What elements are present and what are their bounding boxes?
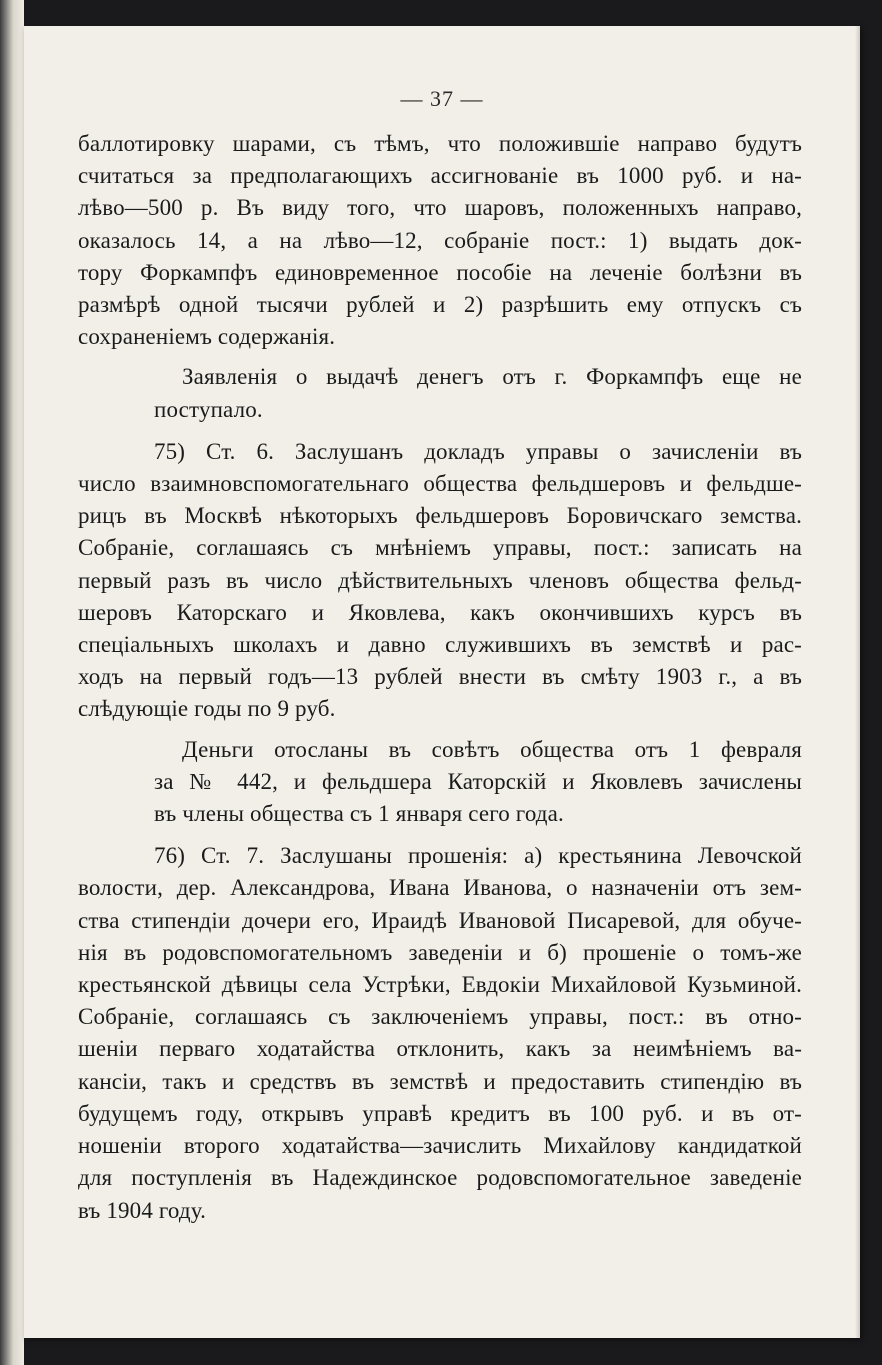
text-line: число взаимновспомогательнаго общества фельдшеровъ и фельдше- — [78, 471, 802, 497]
text-line: сохраненіемъ содержанія. — [78, 324, 336, 350]
text-line: за № 442, и фельдшера Каторскій и Яковлевъ зачислены — [154, 768, 802, 794]
body-text — [78, 128, 802, 1227]
text-line: шеніи перваго ходатайства отклонить, какъ за неимѣніемъ ва- — [78, 1036, 802, 1062]
text-line: ношеніи второго ходатайства—зачислить Михайлову кандидаткой — [78, 1133, 802, 1159]
text-line: нія въ родовспомогательномъ заведеніи и б) прошеніе о томъ-же — [78, 939, 802, 965]
text-line: слѣдующіе годы по 9 руб. — [78, 696, 336, 722]
text-line: въ 1904 году. — [78, 1197, 206, 1223]
text-line: ходъ на первый годъ—13 рублей внести въ смѣту 1903 г., а въ — [78, 664, 802, 690]
text-line: волости, дер. Александрова, Ивана Иванова, о назначеніи отъ зем- — [78, 875, 802, 901]
text-line: поступало. — [154, 396, 263, 422]
text-line: оказалось 14, а на лѣво—12, собраніе пост.: 1) выдать док- — [78, 227, 802, 253]
text-line: Собраніе, соглашаясь съ заключеніемъ управы, пост.: въ отно- — [78, 1004, 802, 1030]
text-line: баллотировку шарами, съ тѣмъ, что положившіе направо будутъ — [78, 131, 802, 156]
text-line: въ члены общества съ 1 января сего года. — [154, 801, 564, 827]
text-line: ства стипендіи дочери его, Ираидѣ Ивановой Писаревой, для обуче- — [78, 907, 802, 933]
text-line: тору Форкампфъ единовременное пособіе на леченіе болѣзни въ — [78, 259, 802, 285]
page-edge — [855, 26, 860, 1338]
text-line: спеціальныхъ школахъ и давно служившихъ въ земствѣ и рас- — [78, 632, 802, 658]
text-line: 76) Ст. 7. Заслушаны прошенія: а) крестьянина Левочской — [154, 843, 802, 869]
text-line: рицъ въ Москвѣ нѣкоторыхъ фельдшеровъ Боровичскаго земства. — [78, 503, 802, 529]
text-line: шеровъ Каторскаго и Яковлева, какъ окончившихъ курсъ въ — [78, 599, 802, 625]
text-line: для поступленія въ Надеждинское родовспомогательное заведеніе — [78, 1165, 802, 1191]
text-line: первый разъ въ число дѣйствительныхъ членовъ общества фельд- — [78, 567, 802, 593]
text-line: кансіи, такъ и средствъ въ земствѣ и предоставить стипендію въ — [78, 1068, 802, 1094]
text-line: крестьянской дѣвицы села Устрѣки, Евдокіи Михайловой Кузьминой. — [78, 972, 802, 998]
text-line: Деньги отосланы въ совѣтъ общества отъ 1 февраля — [182, 736, 802, 762]
book-spine — [0, 0, 24, 1365]
page-number: — 37 — — [400, 86, 484, 111]
document-page — [24, 26, 860, 1338]
text-line: будущемъ году, открывъ управѣ кредитъ въ 100 руб. и въ от- — [78, 1100, 802, 1126]
text-line: лѣво—500 р. Въ виду того, что шаровъ, положенныхъ направо, — [78, 195, 802, 221]
text-line: Собраніе, соглашаясь съ мнѣніемъ управы, пост.: записать на — [78, 535, 802, 561]
text-line: считаться за предполагающихъ ассигнованіе въ 1000 руб. и на- — [78, 163, 802, 189]
text-line: Заявленія о выдачѣ денегъ отъ г. Форкампфъ еще не — [182, 364, 802, 390]
text-line: 75) Ст. 6. Заслушанъ докладъ управы о зачисленіи въ — [154, 438, 802, 464]
text-line: размѣрѣ одной тысячи рублей и 2) разрѣшить ему отпускъ съ — [78, 292, 802, 318]
